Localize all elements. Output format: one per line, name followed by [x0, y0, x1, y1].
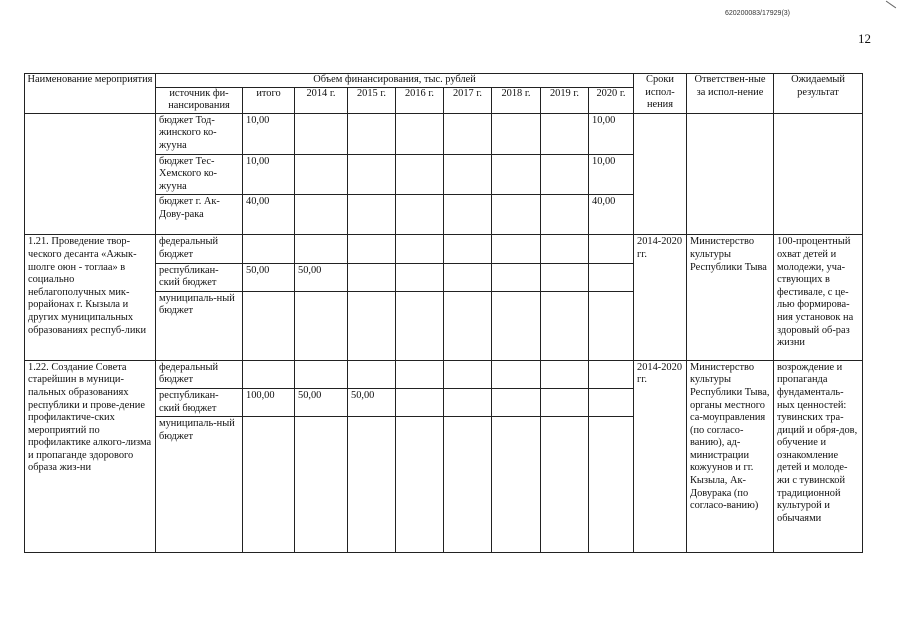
header-source: источник фи-нансирования [156, 87, 243, 113]
header-year-2020: 2020 г. [589, 87, 634, 113]
header-terms: Сроки испол-нения [634, 74, 687, 114]
header-name: Наименование мероприятия [25, 74, 156, 114]
source-cell: республикан-ский бюджет [156, 263, 243, 291]
header-total: итого [243, 87, 295, 113]
header-year-2019: 2019 г. [541, 87, 589, 113]
scan-corner-mark [886, 1, 896, 9]
funding-table [24, 73, 863, 553]
result-cell: возрождение и пропаганда фундаменталь-ных ценностей: тувинских тра-диций и обря-дов, обучение и ознакомление детей и молоде-жи с тувинской традиционной культурой и обычаями [774, 360, 863, 552]
responsible-cell: Министерство культуры Республики Тыва [687, 235, 774, 360]
table-row [25, 235, 863, 263]
year-2014-cell: 50,00 [295, 388, 348, 416]
source-cell: республикан-ский бюджет [156, 388, 243, 416]
total-cell: 10,00 [243, 113, 295, 154]
header-year-2015: 2015 г. [348, 87, 396, 113]
header-year-2014: 2014 г. [295, 87, 348, 113]
header-result: Ожидаемый результат [774, 74, 863, 114]
header-funding: Объем финансирования, тыс. рублей [156, 74, 634, 88]
year-2020-cell: 10,00 [589, 154, 634, 195]
header-responsible: Ответствен-ные за испол-нение [687, 74, 774, 114]
source-cell: федеральный бюджет [156, 235, 243, 263]
source-cell: бюджет Тод-жинского ко-жууна [156, 113, 243, 154]
name-cell-empty [25, 113, 156, 235]
total-cell: 100,00 [243, 388, 295, 416]
total-cell: 40,00 [243, 195, 295, 235]
measure-name: 1.21. Проведение твор-ческого десанта «Ажык-шолге оюн - тоглаа» в социально неблагополучных мик-рорайонах г. Кызыла и других муниципальных образованиях респуб-лики [25, 235, 156, 360]
table-row [25, 113, 863, 154]
year-2020-cell: 40,00 [589, 195, 634, 235]
terms-cell: 2014-2020 гг. [634, 235, 687, 360]
table-row [25, 360, 863, 388]
header-year-2017: 2017 г. [444, 87, 492, 113]
header-year-2018: 2018 г. [492, 87, 541, 113]
responsible-cell: Министерство культуры Республики Тыва, органы местного са-моуправления (по согласо-ванию), ад-министрации кожуунов и гг. Кызыла, Ак-Довурака (по согласо-ванию) [687, 360, 774, 552]
measure-name: 1.22. Создание Совета старейшин в муници-пальных образованиях республики и прове-дение профилактиче-ских мероприятий по профилактике алкого-лизма и пропаганде здорового образа жиз-ни [25, 360, 156, 552]
source-cell: бюджет г. Ак-Дову-рака [156, 195, 243, 235]
year-2014-cell: 50,00 [295, 263, 348, 291]
source-cell: бюджет Тес-Хемского ко-жууна [156, 154, 243, 195]
total-cell: 50,00 [243, 263, 295, 291]
result-cell: 100-процентный охват детей и молодежи, уча-ствующих в фестивале, с це-лью формирова-ния установок на здоровый об-раз жизни [774, 235, 863, 360]
source-cell: муниципаль-ный бюджет [156, 417, 243, 553]
source-cell: федеральный бюджет [156, 360, 243, 388]
header-year-2016: 2016 г. [396, 87, 444, 113]
year-2015-cell: 50,00 [348, 388, 396, 416]
page-number: 12 [858, 31, 871, 46]
source-cell: муниципаль-ный бюджет [156, 291, 243, 360]
year-2020-cell: 10,00 [589, 113, 634, 154]
terms-cell: 2014-2020 гг. [634, 360, 687, 552]
total-cell: 10,00 [243, 154, 295, 195]
document-id: 620200083/17929(3) [725, 10, 791, 17]
